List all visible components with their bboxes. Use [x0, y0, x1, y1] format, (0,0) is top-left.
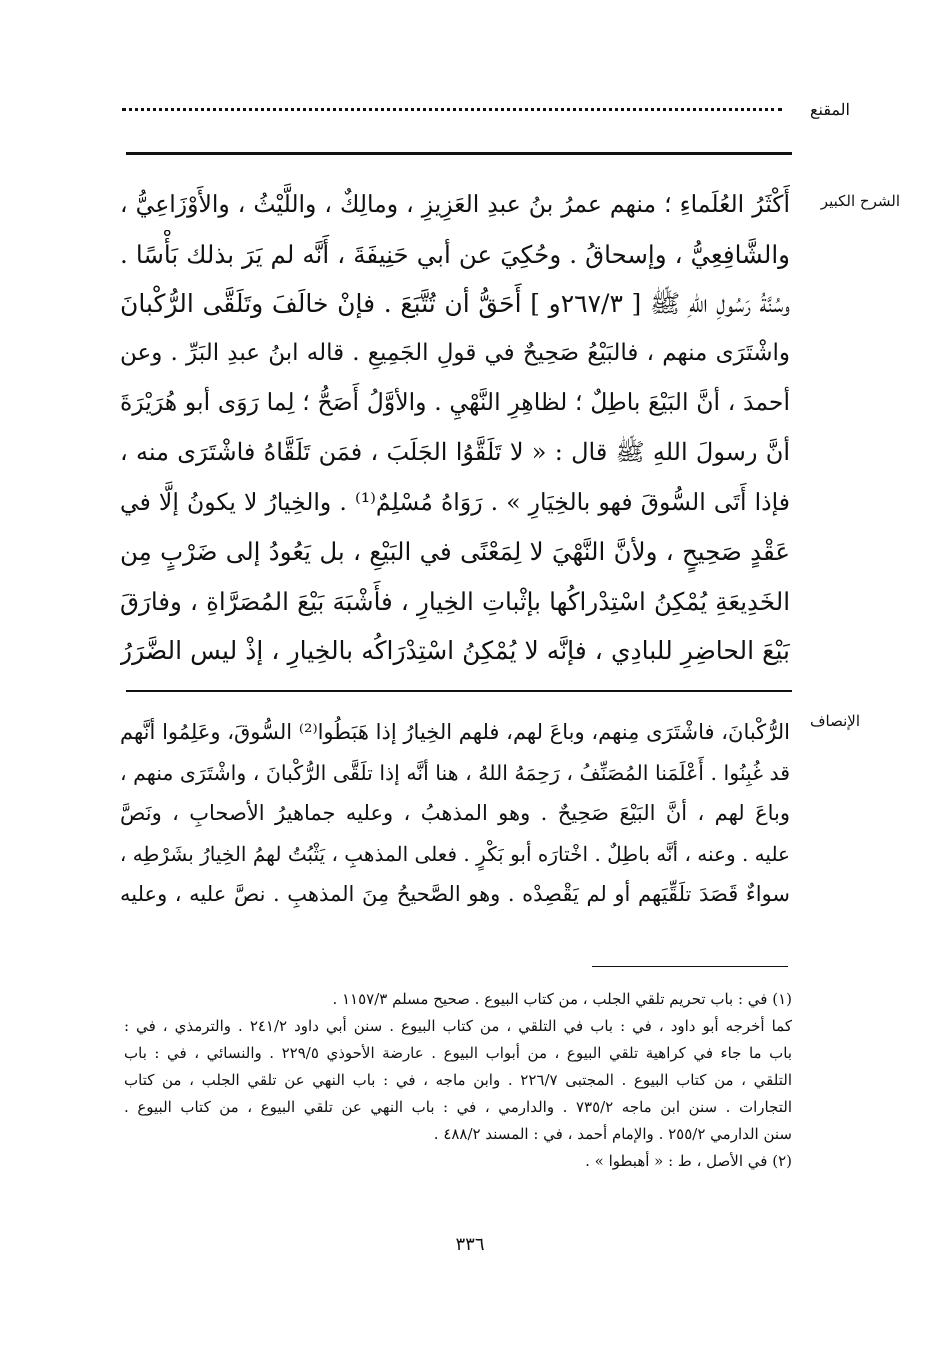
text-line: سواءٌ قَصَدَ تلَقِّيَهم أو لم يَقْصِدْه . وهو الصَّحيحُ مِنَ المذهبِ . نصَّ عليه ، وعليه: [120, 882, 790, 906]
page-number: ٣٣٦: [455, 1234, 485, 1255]
footnote-line: سنن الدارمي ٢٥٥/٢ . والإمام أحمد ، في : المسند ٤٨٨/٢ .: [433, 1125, 792, 1143]
text-line: أنَّ رسولَ اللهِ ﷺ قال : « لا تَلَقَّوُا الجَلَبَ ، فمَن تَلَقَّاهُ فاشْتَرَى منه ،: [120, 437, 790, 466]
text-line: الخَدِيعَةِ يُمْكِنُ اسْتِدْراكُها بإثْباتِ الخِيارِ ، فأَشْبَهَ بَيْعَ المُصَرَّاةِ ، وفارَقَ: [120, 586, 790, 616]
text-line: قد غُبِنُوا . أَعْلَمَنا المُصَنِّفُ ، رَحِمَهُ اللهُ ، هنا أنَّه إذا تلَقَّى الرُّكْبانَ ، واشْتَرَى منهم ،: [120, 760, 790, 785]
text-line: عَقْدٍ صَحِيحٍ ، ولأنَّ النَّهْيَ لا لِمَعْنًى في البَيْعِ ، بل يَعُودُ إلى ضَرْبٍ مِن: [120, 537, 790, 567]
text-line: والشَّافِعِيُّ ، وإسحاقُ . وحُكِيَ عن أبي حَنِيفَةَ ، أَنَّه لم يَرَ بذلك بَأْسًا .: [120, 239, 790, 269]
footnote-line: باب ما جاء في كراهية تلقي البيوع ، من أبواب البيوع . عارضة الأحوذي ٢٢٩/٥ . والنسائي ، في : باب: [124, 1044, 792, 1062]
text-line: عليه . وعنه ، أنَّه باطِلٌ . اخْتارَه أبو بَكْرٍ . فعلى المذهبِ ، يَثْبُتُ لهمُ الخِيارُ بشَرْطِه ،: [120, 841, 790, 866]
header-rule: [126, 152, 792, 155]
sharh-text-block: [120, 180, 790, 676]
footnote-line: التجارات . سنن ابن ماجه ٧٣٥/٢ . والدارمي ، في : باب النهي عن تلقي البيوع ، من كتاب البيوع .: [124, 1098, 792, 1116]
insaf-text-block: [120, 712, 790, 915]
header-dotted-rule: [122, 108, 782, 111]
section-divider: [126, 690, 792, 692]
text-line: بَيْعَ الحاضِرِ للبادِي ، فإنَّه لا يُمْكِنُ اسْتِدْرَاكُه بالخِيارِ ، إذْ ليس الضَّرَرُ: [120, 636, 790, 666]
footnote-line: (١) في : باب تحريم تلقي الجلب ، من كتاب البيوع . صحيح مسلم ١١٥٧/٣ .: [332, 990, 792, 1008]
text-line: واشْتَرَى منهم ، فالبَيْعُ صَحِيحٌ في قولِ الجَمِيعِ . قاله ابنُ عبدِ البَرِّ . وعن: [120, 339, 790, 366]
text-line: وسُنَّةُ رَسُولِ اللهِ ﷺ [ ٢٦٧/٣و ] أَحَقُّ أن تُتَّبَعَ . فإنْ خالَفَ وتَلَقَّى الرُّكْبانَ: [120, 289, 790, 319]
text-line: الرُّكْبانَ، فاشْتَرَى مِنهم، وباعَ لهم، فلهم الخِيارُ إذا هَبَطُوا⁽²⁾ السُّوقَ، وعَلِمُوا أنَّهم: [120, 720, 790, 744]
footnote-rule: [592, 966, 788, 967]
footnotes-block: [124, 986, 792, 1175]
footnote-line: (٢) في الأصل ، ط : « أهبطوا » .: [585, 1152, 792, 1170]
running-header-title: المقنع: [809, 100, 850, 119]
sharh-side-label: الشرح الكبير: [820, 192, 900, 210]
text-line: أحمدَ ، أنَّ البَيْعَ باطِلٌ ؛ لظاهِرِ النَّهْيِ . والأوَّلُ أَصَحُّ ؛ لِما رَوَى أبو هُرَيْرَةَ: [120, 388, 790, 417]
text-line: فإذا أَتَى السُّوقَ فهو بالخِيَارِ » . رَوَاهُ مُسْلِمٌ⁽¹⁾ . والخِيارُ لا يكونُ إلَّا في: [120, 487, 790, 516]
insaf-side-label: الإنصاف: [809, 712, 860, 730]
footnote-line: التلقي ، من كتاب البيوع . المجتبى ٢٢٦/٧ . وابن ماجه ، في : باب النهي عن تلقي الجلب ، من كتاب: [124, 1071, 792, 1089]
footnote-line: كما أخرجه أبو داود ، في : باب في التلقي ، من كتاب البيوع . سنن أبي داود ٢٤١/٢ . والترمذي ، في :: [124, 1017, 792, 1035]
text-line: وباعَ لهم ، أنَّ البَيْعَ صَحِيحٌ . وهو المذهبُ ، وعليه جماهيرُ الأصحابِ ، ونَصَّ: [120, 801, 790, 825]
text-line: أَكْثَرُ العُلَماءِ ؛ منهم عمرُ بنُ عبدِ العَزِيزِ ، ومالِكٌ ، واللَّيْثُ ، والأَوْزَاعِيُّ ،: [120, 190, 790, 218]
